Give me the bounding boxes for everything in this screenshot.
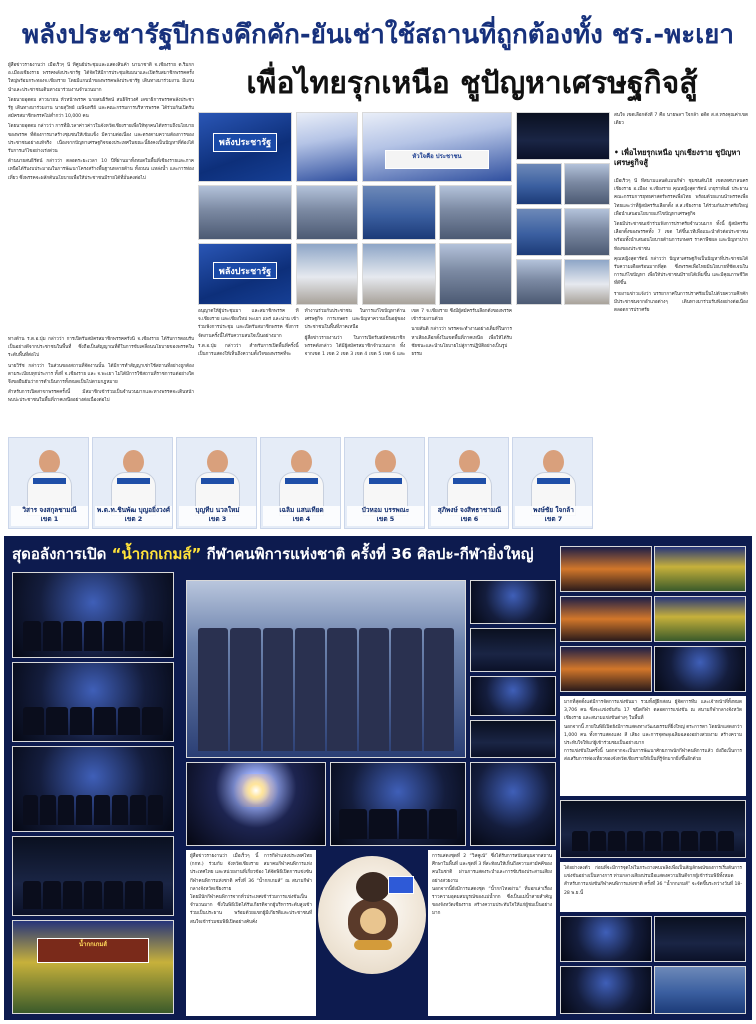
- candidate-portrait: [92, 437, 173, 529]
- ceremony-photo: [470, 720, 556, 758]
- right-headline: • เพื่อไทยรุกเหนือ บุกเชียงราย ชูปัญหาเศรษฐกิจสู้: [614, 148, 741, 167]
- article2-text-1: [186, 850, 316, 1016]
- ceremony-photo: [470, 676, 556, 716]
- ceremony-photo: [654, 646, 746, 692]
- event-photo: [516, 259, 562, 305]
- ceremony-photo: [470, 628, 556, 672]
- paragraph: สำหรับการเปิดสาขาพรรคครั้งนี้ มีสมาชิกเข้าร่วมเป็นจำนวนมากและทางพรรคจะเดินหน้าพบปะประชาชนในพื้นที่ภาคเหนืออย่างต่อเนื่องต่อไป: [8, 390, 194, 404]
- paragraph: นอกจากนี้ยังมีการแสดงชุด “น้ำกกไหลผ่าน” ที่บอกเล่าเรื่องราวความอุดมสมบูรณ์ของแม่น้ำกก ซึ่งเป็นแม่น้ำสายสำคัญของจังหวัดเชียงราย สร้างความประทับใจให้แก่ผู้ชมเป็นอย่างมาก: [432, 886, 552, 917]
- paragraph: คุณหญิงสุดารัตน์ กล่าวว่า ปัญหาเศรษฐกิจเป็นปัญหาที่ประชาชนได้รับความเดือดร้อนมากที่สุด ซึ่งพรรคเพื่อไทยมีนโยบายที่ชัดเจนในการแก้ไขปัญหา เพื่อให้ประชาชนมีรายได้เพิ่มขึ้น และมีคุณภาพชีวิตที่ดีขึ้น: [614, 256, 748, 287]
- article2-text-2: [428, 850, 556, 1016]
- event-photo: [198, 112, 292, 182]
- paragraph: ผู้สื่อข่าวรายงานว่า ในการเปิดรับสมัครสมาชิกพรรคดังกล่าว ได้มีผู้สมัครสมาชิกจำนวนมาก ทั้งจากเขต 1 เขต 2 เขต 3 เขต 4 เขต 5 เขต 6 และ เขต 7 จ.เชียงราย ซึ่งมีผู้สมัครรับเลือกตั้งของพรรคเข้าร่วมงานด้วย: [304, 309, 512, 358]
- ceremony-photo: [330, 762, 466, 846]
- paragraph: เมื่อเร็วๆ นี้ ที่สนามแลนด์แมนกีฬา ชุมชนต้นไฮ้ เขตเทศบาลนครเชียงราย อ.เมือง จ.เชียงราย คุณหญิงสุดารัตน์ เกยุราพันธ์ ประธานคณะกรรมการยุทธศาสตร์พรรคเพื่อไทย พร้อมด้วยแกนนำพรรคเพื่อไทยและว่าที่ผู้สมัครรับเลือกตั้ง ส.ส.เชียงราย ได้ร่วมกันปราศรัยใหญ่เพื่อนำเสนอนโยบายแก้ไขปัญหาเศรษฐกิจ: [614, 179, 748, 217]
- event-photo: [564, 208, 610, 256]
- candidate-zone: เขต 4: [292, 515, 311, 523]
- event-photo: [439, 185, 512, 240]
- event-photo: [564, 163, 610, 205]
- candidate-name: เฉลิม แสนเทียด: [279, 506, 324, 514]
- candidate-portraits: [8, 437, 748, 529]
- article2-right-text: [560, 696, 746, 796]
- ceremony-photo: [560, 800, 746, 858]
- ceremony-photo: [654, 916, 746, 962]
- candidate-name: บัวหอม บรรพณะ: [361, 506, 410, 514]
- event-photo: [296, 112, 358, 182]
- candidate-portrait: [176, 437, 257, 529]
- ceremony-photo: [654, 596, 746, 642]
- right-headline-box: [614, 146, 748, 176]
- ceremony-photo: [560, 966, 652, 1014]
- ceremony-photo: [12, 920, 174, 1014]
- paragraph: การแสดงชุดที่ 2 “วิสคูเน้” ซึ่งได้รับการสนับสนุนจากสถานศึกษาในพื้นที่ และชุดที่ 3 ที่สะท้อนให้เห็นถึงความสามัคคีของคนในชาติ ผ่านการแสดงระบำและการขับร้องประสานเสียงอย่างสวยงาม: [432, 854, 552, 884]
- ceremony-photo: [12, 746, 174, 832]
- mascot-illustration: [318, 856, 426, 974]
- candidate-name: บุญทีบ นวลใหม่: [195, 506, 240, 514]
- headline-part: สุดอลังการเปิด: [12, 545, 112, 563]
- event-photo: [564, 259, 610, 305]
- paragraph: โดยมีนักกีฬาคนพิการจากทั่วประเทศเข้าร่วมการแข่งขันเป็นจำนวนมาก ซึ่งในพิธีเปิดได้รับเกียรติจากผู้บริหารระดับสูงเข้าร่วมเป็นประธาน พร้อมด้วยแขกผู้มีเกียรติและประชาชนที่สนใจเข้าร่วมชมพิธีเปิดอย่างคับคั่ง: [190, 895, 312, 925]
- ceremony-photo: [560, 596, 652, 642]
- candidate-name: สุภิพงษ์ จงสิทธาชามณี: [437, 506, 502, 514]
- article1-headline: พลังประชารัฐปีกธงคึกคัก-ยันเช่าใช้สถานที่ถูกต้องทั้ง ชร.-พะเยา: [22, 20, 734, 50]
- event-photo: [296, 243, 358, 305]
- paragraph: อนุญาตให้ผู้ประชุมมา และสมาชิกพรรค ที่ จ.เชียงราย และเชียงใหม่ พะเยา แพร่ และน่าน เข้าร่วมฟังการประชุม และเปิดรับสมาชิกพรรค ซึ่งการจัดงานครั้งนี้ได้รับความสนใจเป็นอย่างมาก: [198, 309, 299, 339]
- ceremony-photo: [12, 662, 174, 742]
- caption: สนใจ เขตเลือกตั้งที่ 7 คือ นายพลฯ ใจกล้า อดีต ส.ส.ทรงคุณค่าเขตเดียว: [614, 113, 748, 127]
- ceremony-photo: [560, 546, 652, 592]
- paragraph: โดยมีประชาชนเข้าร่วมฟังการปราศรัยจำนวนมาก ทั้งนี้ ผู้สมัครรับเลือกตั้งของพรรคทั้ง 7 เขต ได้ขึ้นเวทีเพื่อแนะนำตัวต่อประชาชน พร้อมทั้งนำเสนอนโยบายด้านการเกษตร ราคาพืชผล และปัญหาปากท้องของประชาชน: [614, 222, 748, 252]
- event-photo: [362, 112, 512, 182]
- article1-middle-text: [198, 308, 512, 434]
- article1-column-1: [8, 62, 194, 332]
- candidate-zone: เขต 6: [460, 515, 479, 523]
- ceremony-photo: [12, 572, 174, 658]
- event-photo: [439, 243, 512, 305]
- event-photo: [198, 185, 292, 240]
- event-photo: [516, 163, 562, 205]
- candidate-zone: เขต 7: [544, 515, 563, 523]
- article2-headline: [12, 540, 552, 568]
- paragraph: นอกจากนี้ ภายในพิธีเปิดยังมีการแสดงทางวัฒนธรรมที่ยิ่งใหญ่ ตระการตา โดยนักแสดงกว่า 1,000 คน ทั้งการแสดงแสง สี เสียง และการจุดพลุเฉลิมฉลองอย่างสวยงาม สร้างความประทับใจให้แก่ผู้เข้าร่วมชมเป็นอย่างมาก: [564, 724, 742, 747]
- event-photo: [516, 208, 562, 256]
- candidate-zone: เขต 2: [124, 515, 143, 523]
- candidate-portrait: [344, 437, 425, 529]
- headline-part: กีฬาคนพิการแห่งชาติ ครั้งที่ 36 ศิลปะ-กีฬายิ่งใหญ่: [201, 545, 534, 563]
- headline-quote: “น้ำกกเกมส์”: [111, 545, 202, 563]
- article1-right-text: [614, 178, 748, 433]
- photo-sign: น้ำกกเกมส์: [37, 938, 149, 964]
- ceremony-photo: [470, 762, 556, 846]
- paragraph: สำหรับการแข่งขันกีฬาคนพิการแห่งชาติ ครั้งที่ 36 “น้ำกกเกมส์” จะจัดขึ้นระหว่างวันที่ 18-28 พ.ย.นี้: [564, 882, 742, 896]
- ceremony-photo: [12, 836, 174, 916]
- ceremony-photo: [654, 546, 746, 592]
- ceremony-photo: [470, 580, 556, 624]
- paragraph: ร.ต.อ.ปุ่ม กล่าวว่า สำหรับการเปิดพื้นที่ครั้งนี้เป็นการแสดงให้เห็นถึงความตั้งใจของพรรคที่จะทำงานร่วมกับประชาชน ในการแก้ไขปัญหาด้านเศรษฐกิจ การเกษตร และปัญหาความเป็นอยู่ของประชาชนในพื้นที่ภาคเหนือ: [198, 309, 406, 358]
- candidate-portrait: [260, 437, 341, 529]
- paragraph: ผู้สื่อข่าวรายงานว่า เมื่อเร็วๆ นี้ การกีฬาแห่งประเทศไทย (กกท.) ร่วมกับ จังหวัดเชียงราย สมาคมกีฬาคนพิการแห่งประเทศไทย และหน่วยงานที่เกี่ยวข้อง ได้จัดพิธีเปิดการแข่งขันกีฬาคนพิการแห่งชาติ ครั้งที่ 36 “น้ำกกเกมส์” ณ สนามกีฬากลางจังหวัดเชียงราย: [190, 854, 312, 892]
- candidate-name: พ.ต.ท.ชินพัฒ บุญอยิ่งวงศ์: [97, 506, 170, 514]
- candidate-zone: เขต 5: [376, 515, 395, 523]
- ceremony-photo: [654, 966, 746, 1014]
- event-photo: [296, 185, 358, 240]
- event-photo: [516, 112, 610, 160]
- event-photo: [362, 243, 436, 305]
- candidate-portrait: [428, 437, 509, 529]
- paragraph: นายวิรัช กล่าวว่า ในส่วนของสถานที่จัดงานนั้น ได้มีการทำสัญญาเช่าใช้สถานที่อย่างถูกต้องตามระเบียบทุกประการ ทั้งที่ จ.เชียงราย และ จ.พะเยา ไม่ได้มีการใช้สถานที่ราชการแต่อย่างใด จึงขอยืนยันว่าการดำเนินการทั้งหมดเป็นไปตามกฎหมาย: [8, 363, 194, 386]
- paragraph: การแข่งขันในครั้งนี้ นอกจากจะเป็นการพัฒนาศักยภาพนักกีฬาคนพิการแล้ว ยังถือเป็นการส่งเสริมการท่องเที่ยวของจังหวัดเชียงรายให้เป็นที่รู้จักมากยิ่งขึ้นอีกด้วย: [564, 749, 742, 763]
- ceremony-photo: [560, 646, 652, 692]
- article2-text-3: [560, 862, 746, 912]
- main-group-photo: [186, 580, 466, 758]
- photo-banner: พลังประชารัฐ: [213, 133, 277, 152]
- fireworks-photo: [186, 762, 326, 846]
- candidate-zone: เขต 3: [208, 515, 227, 523]
- candidate-portrait: [8, 437, 89, 529]
- ceremony-photo: [560, 916, 652, 962]
- paragraph: โดยนายอุตตม สาวนายน หัวหน้าพรรค นายสนธิรัตน์ สนธิจิรวงศ์ เลขาธิการพรรคพลังประชารัฐ เดินทางมาร่วมงาน นายสุวิทย์ เมษินทรีย์ และคณะกรรมการบริหารพรรค ได้ร่วมกันเปิดรับสมัครสมาชิกพรรคไม่ต่ำกว่า 10,000 คน: [8, 97, 194, 120]
- paragraph: ด้านนายสนธิรัตน์ กล่าวว่า ตลอดระยะเวลา 10 ปีที่ผ่านมาทั้งหมดในพื้นที่เชียงรายและภาคเหนือได้รับงบประมาณในการพัฒนาโครงสร้างพื้นฐานหลายด้าน ทั้งถนน แหล่งน้ำ และการท่องเที่ยว ซึ่งพรรคจะผลักดันนโยบายเพื่อให้ประชาชนมีรายได้ที่มั่นคงต่อไป: [8, 159, 194, 181]
- candidate-portrait: [512, 437, 593, 529]
- candidate-name: พงษ์ชัย ใจกล้า: [533, 506, 574, 514]
- paragraph: ทางด้าน ร.ต.อ.ปุ่ม กล่าวว่า การเปิดรับสมัครสมาชิกพรรคครั้งนี้ จ.เชียงราย ได้รับการตอบรับเป็นอย่างดีจากประชาชนในพื้นที่ ซึ่งถือเป็นสัญญาณที่ดีในการขับเคลื่อนนโยบายของพรรคในระดับพื้นที่ต่อไป: [8, 337, 194, 359]
- photo-banner: พลังประชารัฐ: [213, 262, 277, 279]
- candidate-name: วิสาร จงสกุลชามณี: [22, 506, 77, 514]
- photo-banner: หัวใจคือ ประชาชน: [385, 150, 489, 169]
- candidate-zone: เขต 1: [40, 515, 59, 523]
- paragraph: รายงานข่าวแจ้งว่า บรรยากาศในการปราศรัยเป็นไปด้วยความคึกคัก มีประชาชนจากอำเภอต่างๆ เดินทางมาร่วมรับฟังอย่างต่อเนื่อง ตลอดการปราศรัย: [614, 291, 748, 314]
- paragraph: ได้อย่างลงตัว ก่อนที่จะมีการจุดไฟในกระถางคบเพลิงเพื่อเป็นสัญลักษณ์ของการเริ่มต้นการแข่งขันอย่างเป็นทางการ ท่ามกลางเสียงปรบมือแสดงความยินดีจากผู้เข้าร่วมพิธีทั้งหมด: [564, 866, 742, 880]
- article1-column-2: [8, 336, 194, 432]
- paragraph: ผู้สื่อข่าวรายงานว่า เมื่อเร็วๆ นี้ ที่ศูนย์ประชุมและแสดงสินค้า นานาชาติ จ.เชียงราย ต.ริมกก อ.เมืองเชียงราย พรรคพลังประชารัฐ ได้จัดให้มีการประชุมสัมมนาและเปิดรับสมาชิกพรรคครั้งใหญ่พร้อมกระทองจ.เชียงราย โดยมีแกนนำของพรรคพลังประชารัฐ เดินทางมาร่วมงาน มีแกนนำและประชาชนเดินทางมาร่วมงานจำนวนมาก: [8, 63, 194, 93]
- article1-subheadline: เพื่อไทยรุกเหนือ ชูปัญหาเศรษฐกิจสู้: [246, 66, 698, 101]
- right-caption: [614, 112, 748, 142]
- paragraph: โดยนายอุตตม กล่าวว่า การที่มีเวลาค่าวค่าวในจังหวัดเชียงรายเพื่อให้ทุกคนได้ทราบถึงนโยบายของพรรค ที่ต้องการมาสร้างชุมชนให้เข้มแข็ง มีความต่อเนื่อง และตรงตามความต้องการของประชาชนอย่างแท้จริง เนื่องจากปัญหาเศรษฐกิจของประเทศในขณะนี้ยังคงเป็นปัญหาที่ต้องได้รับการแก้ไขอย่างเร่งด่วน: [8, 124, 194, 155]
- event-photo: [198, 243, 292, 305]
- event-photo: [362, 185, 436, 240]
- paragraph: นายสันติ กล่าวว่า พรรคจะทำงานอย่างเต็มที่ในการหาเสียงเลือกตั้งในเขตพื้นที่ภาคเหนือ เพื่อให้ได้รับชัยชนะและนำนโยบายไปสู่การปฏิบัติอย่างเป็นรูปธรรม: [411, 327, 512, 358]
- paragraph: มากที่สุดตั้งแต่มีการจัดการแข่งขันมา รวมทั้งผู้ฝึกสอน ผู้จัดการทีม และเจ้าหน้าที่ทั้งหมด 3,706 คน ซึ่งจะแข่งขันกัน 17 ชนิดกีฬา ตลอดการแข่งขัน ณ สนามกีฬากลางจังหวัดเชียงราย และสนามแข่งขันต่างๆ ในพื้นที่: [564, 700, 742, 722]
